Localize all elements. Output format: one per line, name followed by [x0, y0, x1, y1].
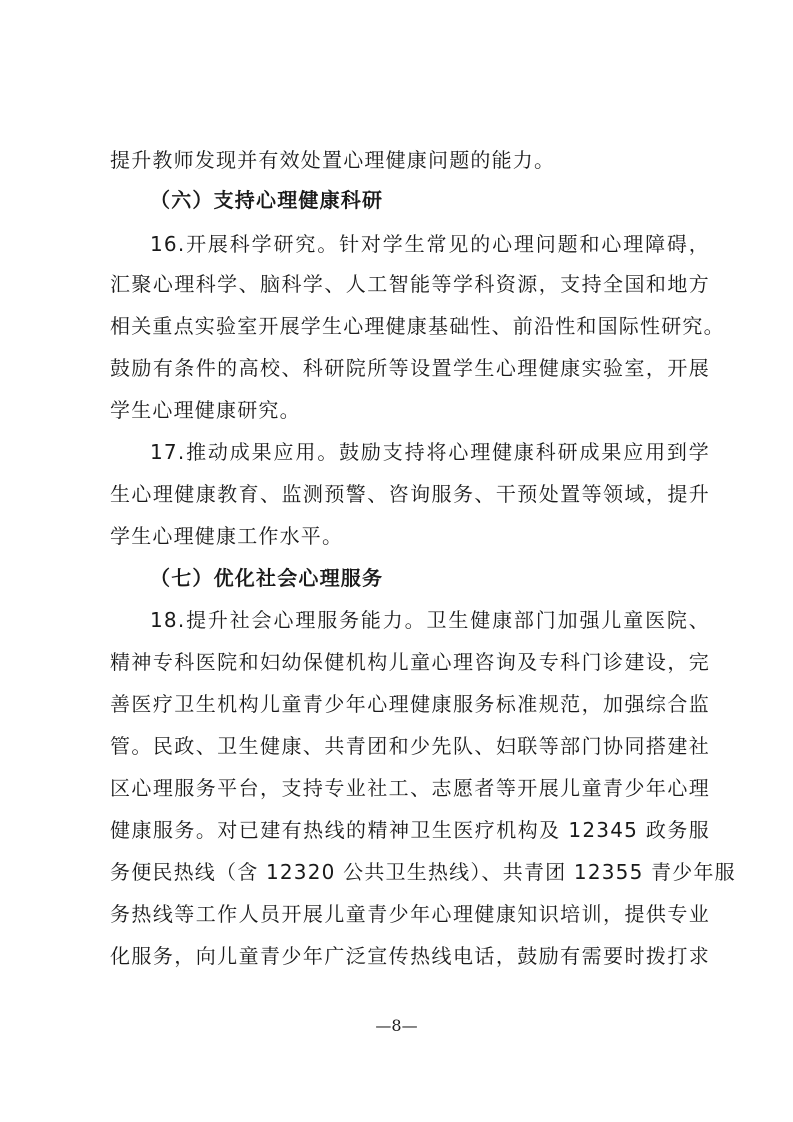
section-heading-seven: （七）优化社会心理服务	[150, 566, 384, 590]
paragraph-line: 16.开展科学研究。针对学生常见的心理问题和心理障碍，	[150, 232, 710, 256]
paragraph-line: 善医疗卫生机构儿童青少年心理健康服务标准规范，加强综合监	[110, 692, 710, 716]
paragraph-line: 18.提升社会心理服务能力。卫生健康部门加强儿童医院、	[150, 608, 710, 632]
paragraph-line: 提升教师发现并有效处置心理健康问题的能力。	[110, 148, 556, 172]
paragraph-line: 务热线等工作人员开展儿童青少年心理健康知识培训，提供专业	[110, 902, 710, 926]
paragraph-line: 学生心理健康研究。	[110, 398, 301, 422]
paragraph-line: 管。民政、卫生健康、共青团和少先队、妇联等部门协同搭建社	[110, 734, 710, 758]
paragraph-line: 精神专科医院和妇幼保健机构儿童心理咨询及专科门诊建设，完	[110, 650, 710, 674]
paragraph-line: 务便民热线（含 12320 公共卫生热线）、共青团 12355 青少年服	[110, 860, 736, 884]
paragraph-line: 区心理服务平台，支持专业社工、志愿者等开展儿童青少年心理	[110, 776, 710, 800]
paragraph-line: 化服务，向儿童青少年广泛宣传热线电话，鼓励有需要时拨打求	[110, 944, 710, 968]
paragraph-line: 相关重点实验室开展学生心理健康基础性、前沿性和国际性研究。	[110, 314, 725, 338]
paragraph-line: 17.推动成果应用。鼓励支持将心理健康科研成果应用到学	[150, 440, 710, 464]
paragraph-line: 鼓励有条件的高校、科研院所等设置学生心理健康实验室，开展	[110, 356, 710, 380]
paragraph-line: 汇聚心理科学、脑科学、人工智能等学科资源，支持全国和地方	[110, 272, 710, 296]
paragraph-line: 生心理健康教育、监测预警、咨询服务、干预处置等领域，提升	[110, 482, 710, 506]
paragraph-line: 健康服务。对已建有热线的精神卫生医疗机构及 12345 政务服	[110, 818, 710, 842]
paragraph-line: 学生心理健康工作水平。	[110, 524, 344, 548]
page-number: —8—	[375, 1016, 418, 1035]
section-heading-six: （六）支持心理健康科研	[150, 188, 384, 212]
